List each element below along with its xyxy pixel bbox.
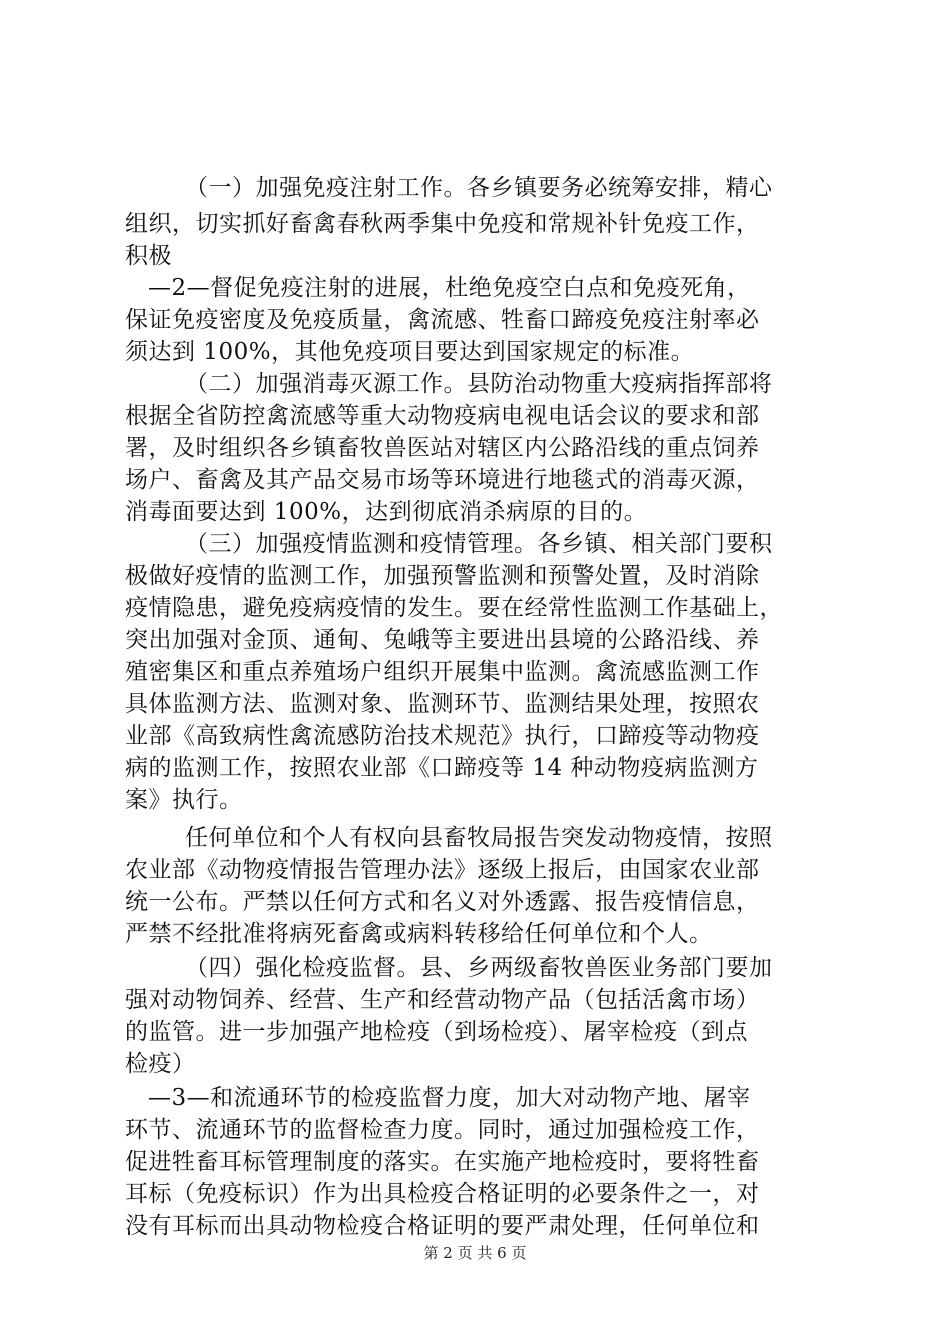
text-line: 须达到 100%，其他免疫项目要达到国家规定的标准。 <box>125 339 695 365</box>
text-line: 促进牲畜耳标管理制度的落实。在实施产地检疫时，要将牲畜 <box>125 1149 760 1175</box>
text-line: 署，及时组织各乡镇畜牧兽医站对辖区内公路沿线的重点饲养 <box>125 435 760 461</box>
text-line: 病的监测工作，按照农业部《口蹄疫等 14 种动物疫病监测方 <box>125 755 759 781</box>
text-line: 根据全省防控禽流感等重大动物疫病电视电话会议的要求和部 <box>125 403 760 429</box>
text-line: 严禁不经批准将病死畜禽或病料转移给任何单位和个人。 <box>125 921 713 947</box>
text-line: 场户、畜禽及其产品交易市场等环境进行地毯式的消毒灭源， <box>125 467 760 493</box>
text-line: 极做好疫情的监测工作，加强预警监测和预警处置，及时消除 <box>125 563 760 589</box>
text-line: 组织，切实抓好畜禽春秋两季集中免疫和常规补针免疫工作， <box>125 211 760 237</box>
text-line: （四）强化检疫监督。县、乡两级畜牧兽医业务部门要加 <box>185 955 773 981</box>
text-line: 具体监测方法、监测对象、监测环节、监测结果处理，按照农 <box>125 691 760 717</box>
text-line: 的监管。进一步加强产地检疫（到场检疫）、屠宰检疫（到点 <box>125 1019 748 1045</box>
text-line: 案》执行。 <box>125 787 243 813</box>
text-line: （二）加强消毒灭源工作。县防治动物重大疫病指挥部将 <box>185 371 773 397</box>
text-line: 环节、流通环节的监督检查力度。同时，通过加强检疫工作， <box>125 1117 760 1143</box>
text-line: （一）加强免疫注射工作。各乡镇要务必统筹安排，精心 <box>185 175 773 201</box>
text-line: 没有耳标而出具动物检疫合格证明的要严肃处理，任何单位和 <box>125 1213 760 1239</box>
text-line: （三）加强疫情监测和疫情管理。各乡镇、相关部门要积 <box>185 531 773 557</box>
text-line: 疫情隐患，避免疫病疫情的发生。要在经常性监测工作基础上， <box>125 595 783 621</box>
text-line: 任何单位和个人有权向县畜牧局报告突发动物疫情，按照 <box>185 825 773 851</box>
page-number-footer: 第 2 页 共 6 页 <box>423 1244 527 1262</box>
text-line: 消毒面要达到 100%，达到彻底消杀病原的目的。 <box>125 499 648 525</box>
text-line: 强对动物饲养、经营、生产和经营动物产品（包括活禽市场） <box>125 987 760 1013</box>
text-line: 业部《高致病性禽流感防治技术规范》执行，口蹄疫等动物疫 <box>125 723 760 749</box>
text-line: —2—督促免疫注射的进展，杜绝免疫空白点和免疫死角， <box>148 275 751 301</box>
text-line: 耳标（免疫标识）作为出具检疫合格证明的必要条件之一，对 <box>125 1181 760 1207</box>
text-line: 统一公布。严禁以任何方式和名义对外透露、报告疫情信息， <box>125 889 760 915</box>
text-line: 农业部《动物疫情报告管理办法》逐级上报后，由国家农业部 <box>125 857 760 883</box>
text-line: 突出加强对金顶、通甸、兔峨等主要进出县境的公路沿线、养 <box>125 627 760 653</box>
text-line: 积极 <box>125 243 172 269</box>
text-line: —3—和流通环节的检疫监督力度，加大对动物产地、屠宰 <box>148 1085 751 1111</box>
text-line: 殖密集区和重点养殖场户组织开展集中监测。禽流感监测工作 <box>125 659 760 685</box>
text-line: 检疫） <box>125 1051 196 1077</box>
text-line: 保证免疫密度及免疫质量，禽流感、牲畜口蹄疫免疫注射率必 <box>125 307 760 333</box>
